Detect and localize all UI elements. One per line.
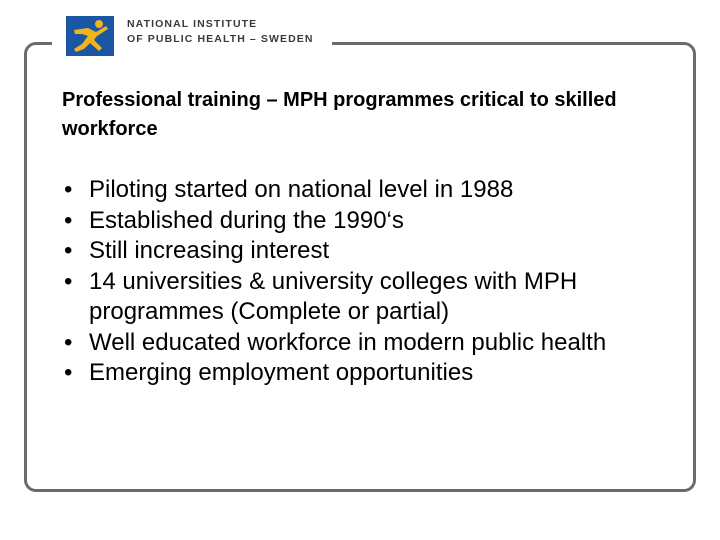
bullet-marker: • bbox=[64, 359, 73, 386]
bullet-item bbox=[62, 175, 682, 206]
bullet-item bbox=[62, 236, 682, 267]
organization-name-line2: OF PUBLIC HEALTH – SWEDEN bbox=[127, 33, 314, 45]
bullet-list bbox=[62, 175, 682, 389]
running-figure-logo-icon bbox=[66, 16, 114, 56]
bullet-text: Still increasing interest bbox=[89, 237, 330, 264]
bullet-text: Emerging employment opportunities bbox=[89, 359, 474, 386]
organization-name-line1: NATIONAL INSTITUTE bbox=[127, 18, 258, 30]
bullet-item bbox=[62, 267, 682, 328]
organization-name bbox=[127, 17, 314, 47]
bullet-text: Established during the 1990‘s bbox=[89, 206, 404, 234]
bullet-item bbox=[62, 328, 682, 359]
slide-title: Professional training – MPH programmes critical to skilled workforce bbox=[62, 89, 617, 140]
bullet-marker: • bbox=[64, 267, 73, 295]
bullet-text: Well educated workforce in modern public health bbox=[89, 328, 607, 356]
bullet-text: 14 universities & university colleges with MPH programmes (Complete or partial) bbox=[89, 267, 578, 325]
bullet-marker: • bbox=[64, 237, 73, 264]
bullet-item bbox=[62, 358, 682, 389]
bullet-text: Piloting started on national level in 1988 bbox=[89, 176, 514, 203]
bullet-marker: • bbox=[64, 176, 73, 203]
bullet-marker: • bbox=[64, 328, 73, 356]
bullet-item bbox=[62, 206, 682, 237]
bullet-marker: • bbox=[64, 206, 73, 234]
